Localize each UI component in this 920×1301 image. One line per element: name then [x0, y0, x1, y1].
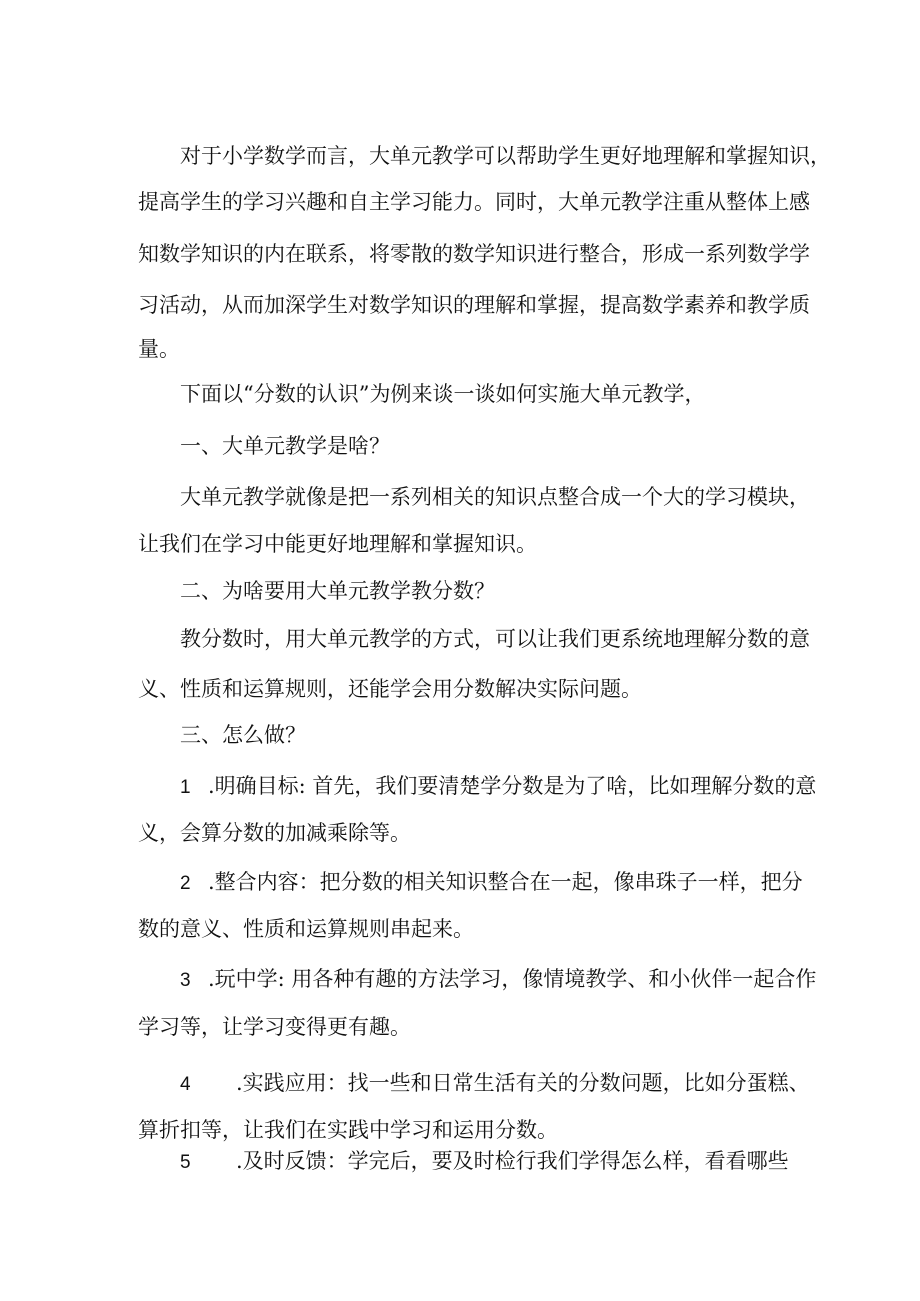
list-text: .整合内容：把分数的相关知识整合在一起，像串珠子一样，把分: [208, 870, 803, 894]
list-item: [180, 771, 817, 803]
list-item: [180, 1068, 810, 1100]
paragraph-line: 习活动，从而加深学生对数学知识的理解和掌握，提高数学素养和教学质: [138, 293, 810, 317]
list-item: [180, 867, 803, 899]
paragraph-line: 教分数时，用大单元教学的方式，可以让我们更系统地理解分数的意: [180, 627, 810, 651]
list-item: [180, 964, 817, 996]
list-item: [180, 1146, 790, 1178]
paragraph-line: 量。: [138, 337, 180, 361]
paragraph-line: 让我们在学习中能更好地理解和掌握知识。: [138, 532, 537, 556]
list-text: .及时反馈：学完后，要及时检行我们学得怎么样，看看哪些: [236, 1149, 789, 1173]
paragraph-line: 学习等，让学习变得更有趣。: [138, 1015, 411, 1039]
list-number: 2: [180, 873, 191, 894]
list-number: 3: [180, 970, 191, 991]
paragraph-line: 下面以“分数的认识”为例来谈一谈如何实施大单元教学，: [180, 382, 706, 406]
section-heading: 三、怎么做？: [180, 723, 306, 747]
paragraph-line: 对于小学数学而言，大单元教学可以帮助学生更好地理解和掌握知识，: [180, 144, 831, 168]
list-number: 4: [180, 1074, 191, 1095]
list-text: .实践应用：找一些和日常生活有关的分数问题，比如分蛋糕、: [236, 1071, 810, 1095]
list-text: .玩中学: 用各种有趣的方法学习，像情境教学、和小伙伴一起合作: [208, 967, 817, 991]
paragraph-line: 义、性质和运算规则，还能学会用分数解决实际问题。: [138, 677, 642, 701]
paragraph-line: 数的意义、性质和运算规则串起来。: [138, 917, 474, 941]
list-number: 5: [180, 1152, 191, 1173]
section-heading: 二、为啥要用大单元教学教分数？: [180, 579, 495, 603]
section-heading: 一、大单元教学是啥？: [180, 434, 390, 458]
paragraph-line: 知数学知识的内在联系，将零散的数学知识进行整合，形成一系列数学学: [138, 242, 810, 266]
paragraph-line: 提高学生的学习兴趣和自主学习能力。同时，大单元教学注重从整体上感: [138, 190, 810, 214]
paragraph-line: 义，会算分数的加减乘除等。: [138, 821, 411, 845]
paragraph-line: 算折扣等，让我们在实践中学习和运用分数。: [138, 1118, 558, 1142]
paragraph-line: 大单元教学就像是把一系列相关的知识点整合成一个大的学习模块，: [180, 485, 810, 509]
list-number: 1: [180, 777, 191, 798]
list-text: .明确目标: 首先，我们要清楚学分数是为了啥，比如理解分数的意: [208, 774, 817, 798]
